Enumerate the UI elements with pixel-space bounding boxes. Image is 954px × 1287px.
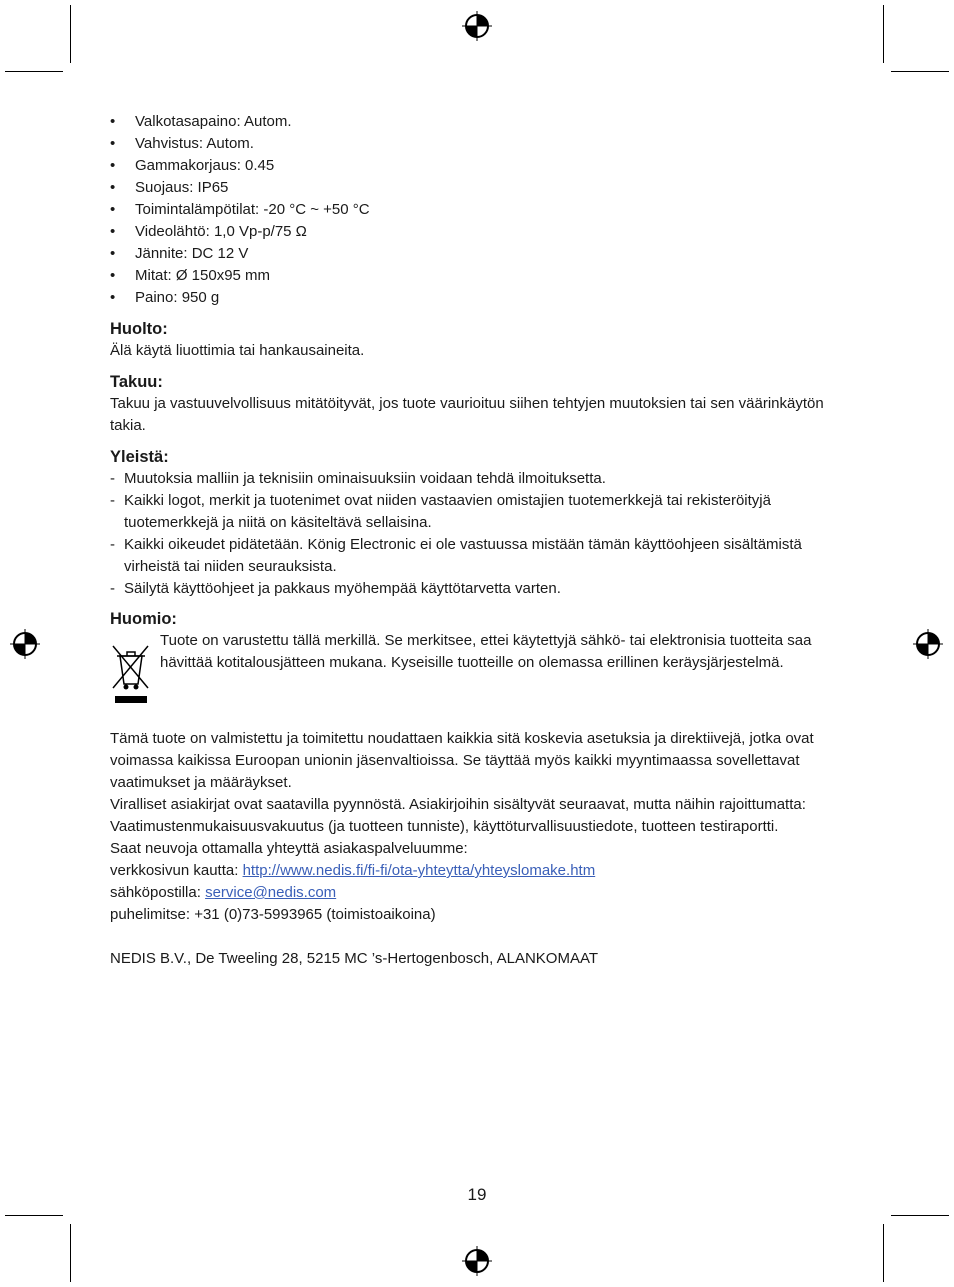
spec-item: • Gammakorjaus: 0.45 <box>110 155 850 177</box>
spec-item: • Videolähtö: 1,0 Vp-p/75 Ω <box>110 221 850 243</box>
crop-mark <box>5 1215 63 1216</box>
registration-mark-icon <box>913 629 943 659</box>
spec-list <box>110 111 850 309</box>
list-item: - Säilytä käyttöohjeet ja pakkaus myöhempää käyttötarvetta varten. <box>110 578 850 600</box>
list-item: - Kaikki logot, merkit ja tuotenimet ovat niiden vastaavien omistajien tuotemerkkejä tai rekisteröityjä tuotemerkkejä ja niitä on käsiteltävä sellaisina. <box>110 490 850 534</box>
crop-mark <box>891 71 949 72</box>
weee-bin-icon <box>110 644 152 706</box>
crop-mark <box>883 1224 884 1282</box>
spec-item: • Suojaus: IP65 <box>110 177 850 199</box>
web-label: verkkosivun kautta: <box>110 862 243 879</box>
takuu-text: Takuu ja vastuuvelvollisuus mitätöityvät, jos tuote vaurioituu siihen tehtyjen muutoksien tai sen väärinkäytön takia. <box>110 395 824 434</box>
section-heading-huolto: Huolto: <box>110 320 168 338</box>
yleista-list <box>110 468 850 600</box>
registration-mark-icon <box>10 629 40 659</box>
spec-item: • Paino: 950 g <box>110 287 850 309</box>
page-content <box>110 111 850 970</box>
page-number: 19 <box>467 1185 487 1204</box>
spec-item: • Mitat: Ø 150x95 mm <box>110 265 850 287</box>
list-item: - Muutoksia malliin ja teknisiin ominaisuuksiin voidaan tehdä ilmoituksetta. <box>110 468 850 490</box>
address: NEDIS B.V., De Tweeling 28, 5215 MC ’s-Hertogenbosch, ALANKOMAAT <box>110 950 599 967</box>
email-label: sähköpostilla: <box>110 884 206 901</box>
huomio-text: Tuote on varustettu tällä merkillä. Se merkitsee, ettei käytettyjä sähkö- tai elektronisia tuotteita saa hävittää kotitalousjätteen mukana. Kyseisille tuotteille on olemassa erillinen keräysjärjestelmä. <box>160 632 812 671</box>
spec-item: • Valkotasapaino: Autom. <box>110 111 850 133</box>
section-heading-huomio: Huomio: <box>110 610 177 628</box>
email-link[interactable]: service@nedis.com <box>205 884 337 901</box>
compliance-paragraph: Tämä tuote on valmistettu ja toimitettu noudattaen kaikkia sitä koskevia asetuksia ja direktiivejä, jotka ovat voimassa kaikissa Euroopan unionin jäsenvaltioissa. Se täyttää myös kaikki myyntimaassa sovellettavat vaatimukset ja määräykset. <box>110 730 814 791</box>
crop-mark <box>5 71 63 72</box>
huolto-text: Älä käytä liuottimia tai hankausaineita. <box>110 342 365 359</box>
crop-mark <box>70 1224 71 1282</box>
compliance-paragraph: Saat neuvoja ottamalla yhteyttä asiakaspalveluumme: <box>110 840 468 857</box>
crop-mark <box>883 5 884 63</box>
spec-item: • Vahvistus: Autom. <box>110 133 850 155</box>
web-link[interactable]: http://www.nedis.fi/fi-fi/ota-yhteytta/yhteyslomake.htm <box>242 862 596 879</box>
spec-item: • Toimintalämpötilat: -20 °C ~ +50 °C <box>110 199 850 221</box>
registration-mark-icon <box>462 1246 492 1276</box>
registration-mark-icon <box>462 11 492 41</box>
phone-contact: puhelimitse: +31 (0)73-5993965 (toimistoaikoina) <box>110 906 436 923</box>
crop-mark <box>891 1215 949 1216</box>
crop-mark <box>70 5 71 63</box>
compliance-block <box>110 728 850 970</box>
compliance-paragraph: Viralliset asiakirjat ovat saatavilla pyynnöstä. Asiakirjoihin sisältyvät seuraavat, mutta näihin rajoittumatta: Vaatimustenmukaisuusvakuutus (ja tuotteen tunniste), käyttöturvallisuustiedote, tuotteen testiraportti. <box>110 796 806 835</box>
spec-item: • Jännite: DC 12 V <box>110 243 850 265</box>
list-item: - Kaikki oikeudet pidätetään. König Electronic ei ole vastuussa mistään tämän käyttöohjeen sisältämistä virheistä tai niiden seurauksista. <box>110 534 850 578</box>
section-heading-yleista: Yleistä: <box>110 448 169 466</box>
email-contact <box>110 882 850 904</box>
web-contact <box>110 860 850 882</box>
weee-notice <box>110 632 850 706</box>
section-heading-takuu: Takuu: <box>110 373 163 391</box>
